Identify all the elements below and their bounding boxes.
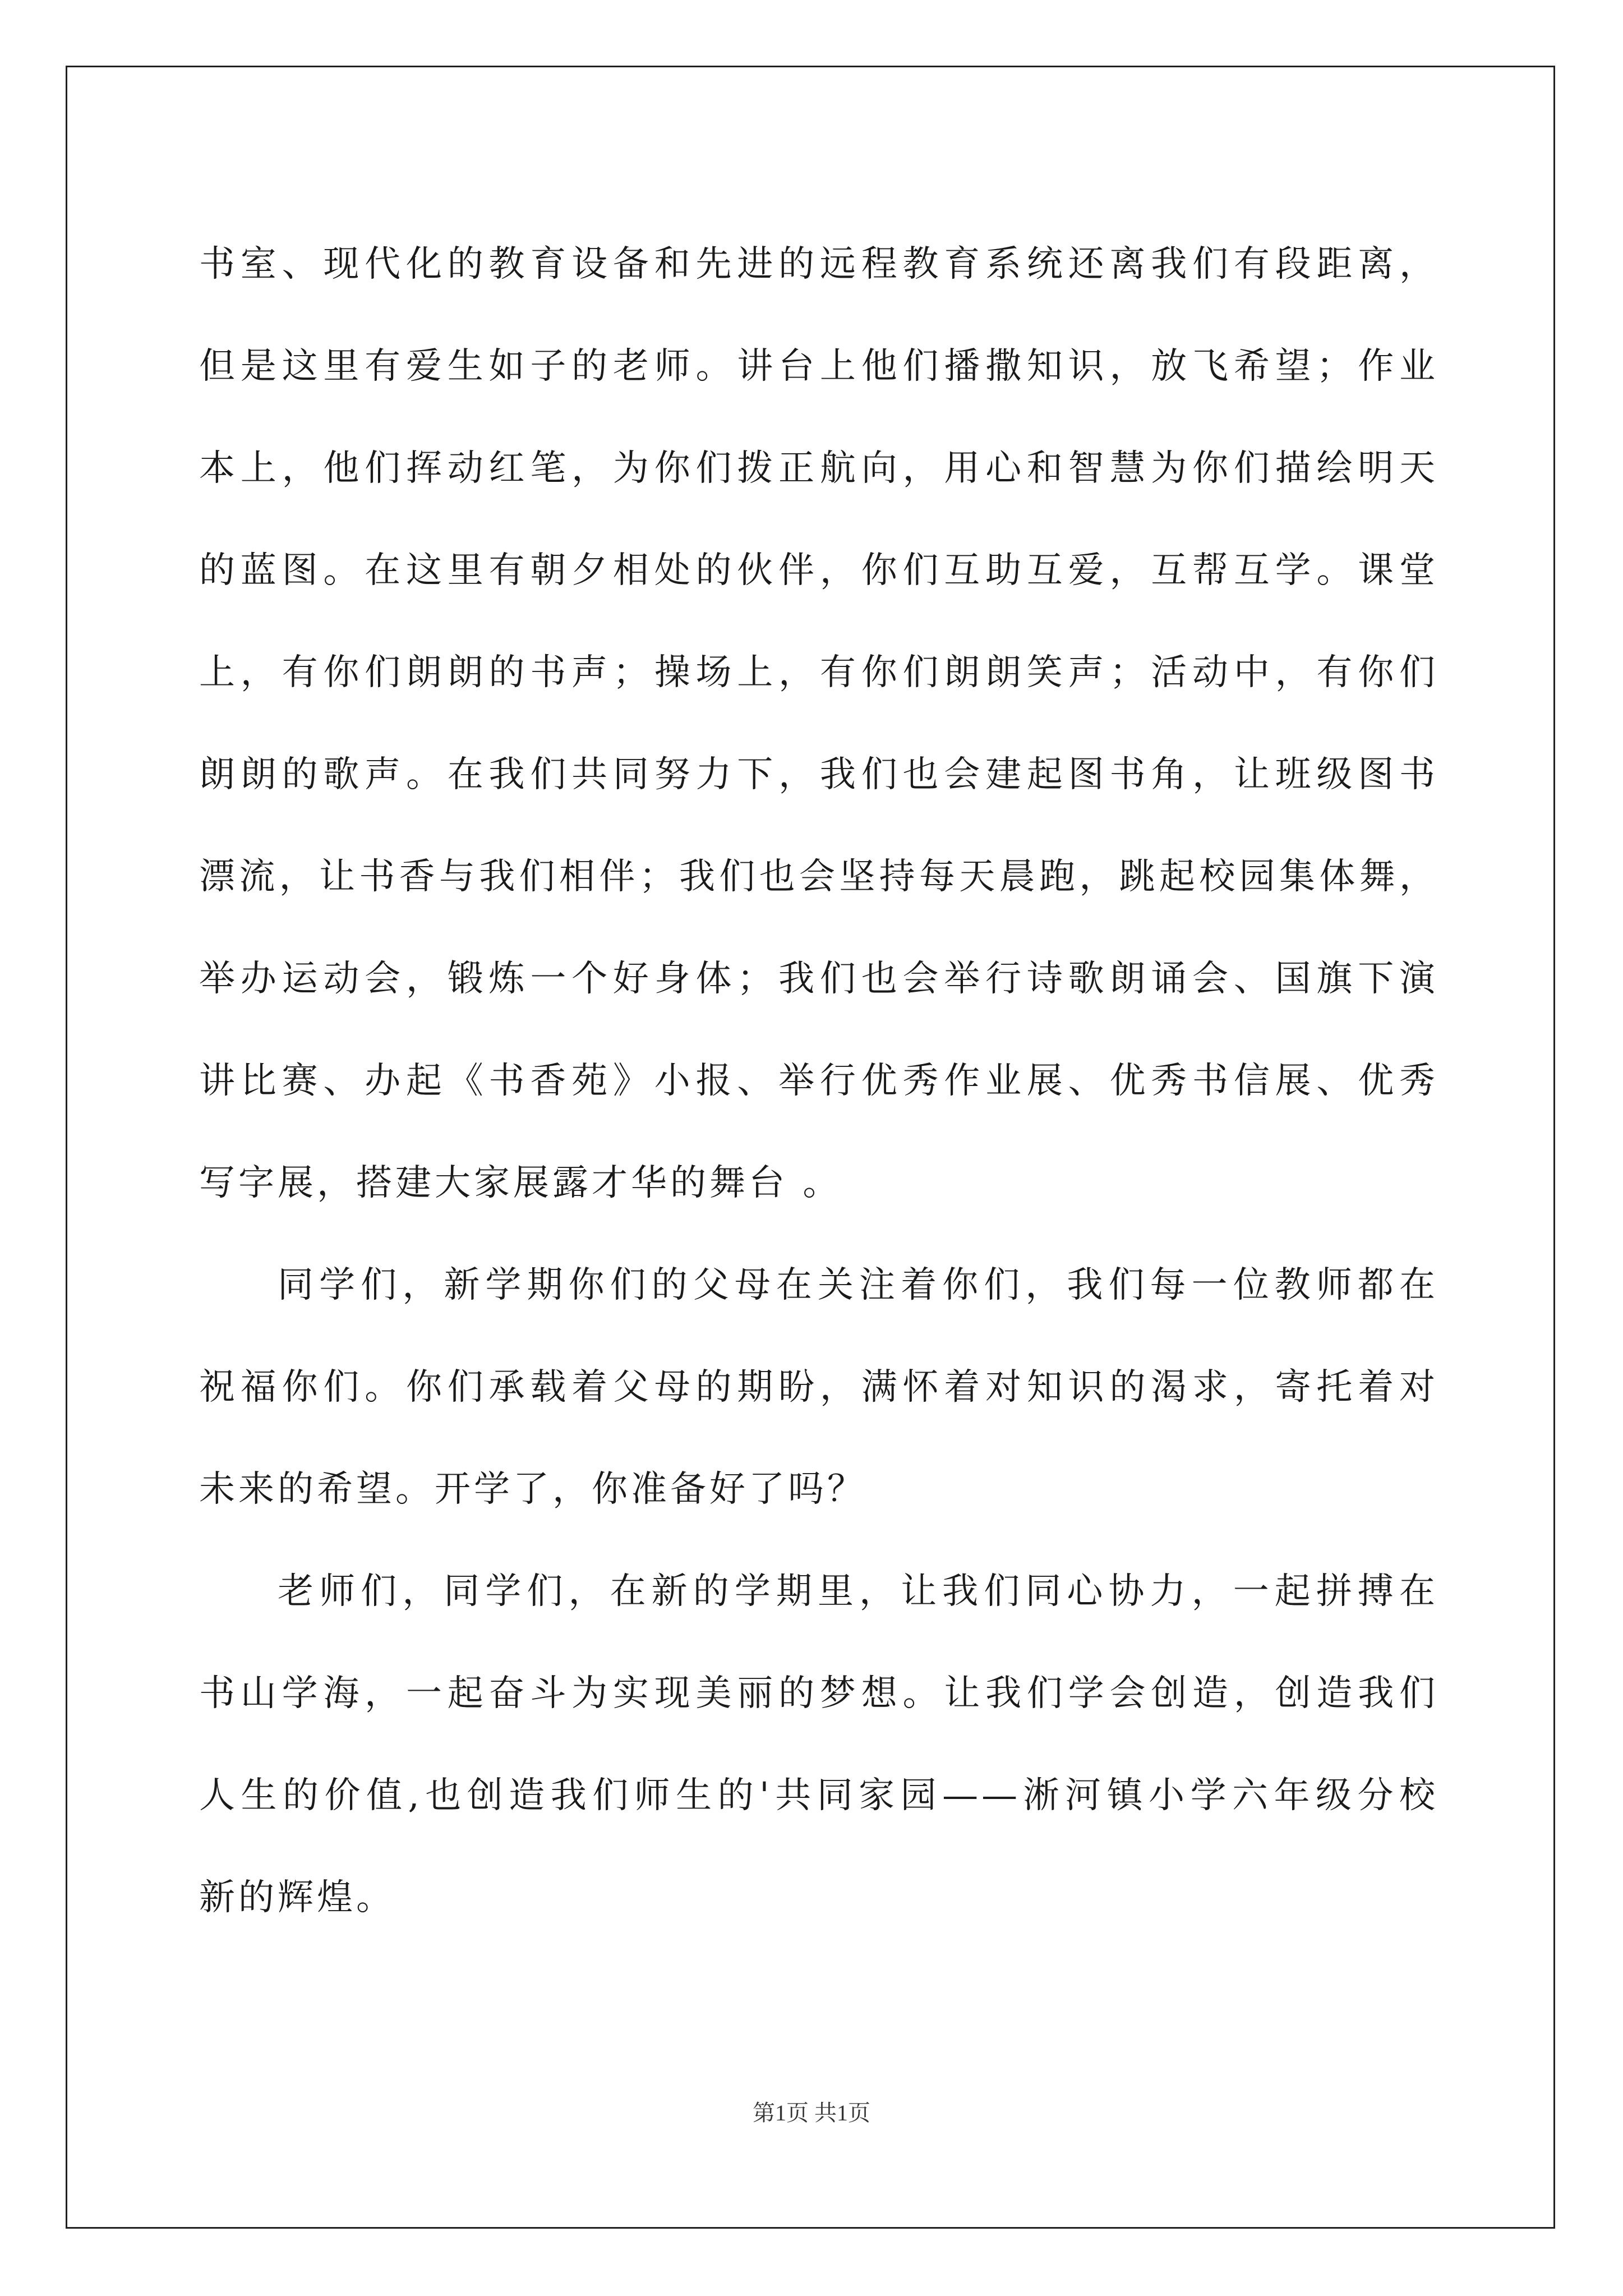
text-line: 新的辉煌。 [199,1877,395,1918]
text-line: 朗朗的歌声。在我们共同努力下，我们也会建起图书角，让班级图书 [199,754,1438,795]
text-line: 本上，他们挥动红笔，为你们拨正航向，用心和智慧为你们描绘明天 [199,448,1438,489]
text-line: 写字展，搭建大家展露才华的舞台 。 [199,1162,842,1204]
text-line: 书山学海，一起奋斗为实现美丽的梦想。让我们学会创造，创造我们 [199,1673,1438,1714]
text-line: 讲比赛、办起《书香苑》小报、举行优秀作业展、优秀书信展、优秀 [199,1060,1438,1102]
text-line: 举办运动会，锻炼一个好身体；我们也会举行诗歌朗诵会、国旗下演 [199,958,1438,1000]
text-line: 但是这里有爱生如子的老师。讲台上他们播撒知识，放飞希望；作业 [199,346,1438,387]
page-number-footer: 第1页 共1页 [753,2100,870,2125]
text-line: 祝福你们。你们承载着父母的期盼，满怀着对知识的渴求，寄托着对 [199,1366,1438,1408]
document-body [199,213,1438,1949]
text-line: 的蓝图。在这里有朝夕相处的伙伴，你们互助互爱，互帮互学。课堂 [199,550,1438,591]
paragraph-first-line: 老师们，同学们，在新的学期里，让我们同心协力，一起拼搏在 [278,1571,1438,1612]
text-line: 书室、现代化的教育设备和先进的远程教育系统还离我们有段距离， [199,243,1438,285]
text-line: 人生的价值,也创造我们师生的'共同家园——淅河镇小学六年级分校 [199,1775,1438,1816]
text-line: 漂流，让书香与我们相伴；我们也会坚持每天晨跑，跳起校园集体舞， [199,856,1438,898]
paragraph-first-line: 同学们，新学期你们的父母在关注着你们，我们每一位教师都在 [278,1264,1438,1306]
text-line: 未来的希望。开学了，你准备好了吗？ [199,1469,866,1510]
text-line: 上，有你们朗朗的书声；操场上，有你们朗朗笑声；活动中，有你们 [199,652,1438,693]
